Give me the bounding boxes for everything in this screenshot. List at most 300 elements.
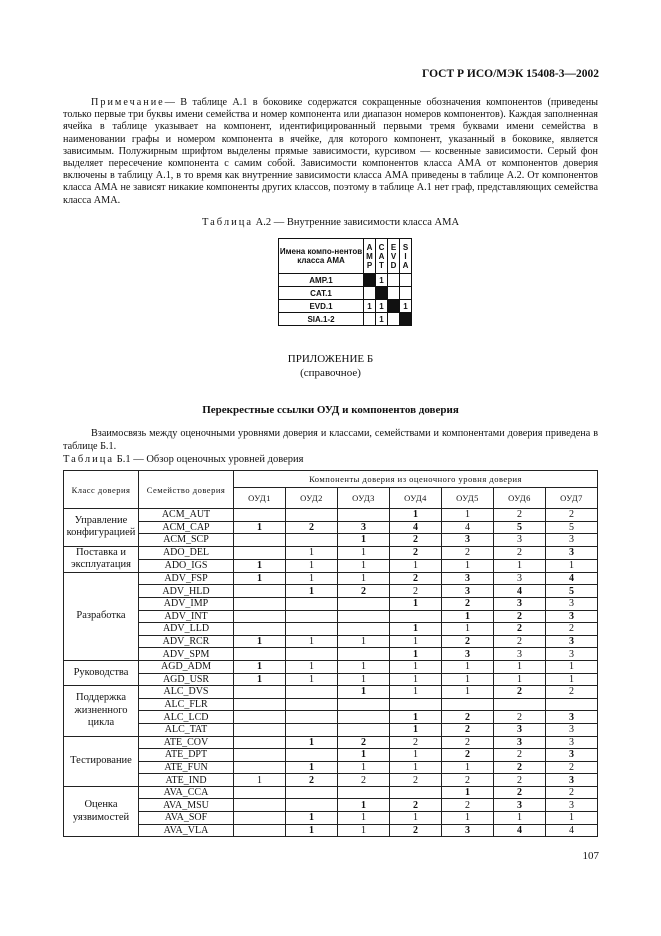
note-label: Примечание — [91, 97, 165, 108]
table-b1-value-cell: 2 — [390, 799, 442, 812]
table-b1-header-components: Компоненты доверия из оценочного уровня доверия — [234, 471, 598, 488]
table-b1-value-cell — [286, 711, 338, 724]
appendix-heading — [0, 352, 661, 380]
table-b1-value-cell: 1 — [338, 799, 390, 812]
table-b1-value-cell — [234, 698, 286, 711]
table-a2-cell — [364, 287, 376, 300]
table-a2-row-name: AMP.1 — [279, 274, 364, 287]
table-b1-value-cell — [338, 509, 390, 522]
table-row — [64, 736, 598, 749]
table-row — [64, 546, 598, 559]
table-b1-value-cell: 1 — [442, 812, 494, 825]
table-b1-family-cell: AVA_CCA — [139, 786, 234, 799]
table-b1-value-cell: 3 — [546, 723, 598, 736]
table-a2-cell — [388, 274, 400, 287]
table-b1-value-cell — [546, 698, 598, 711]
table-b1-class-cell: Поддержка жизненного цикла — [64, 686, 139, 736]
table-b1-value-cell: 1 — [338, 812, 390, 825]
table-row — [64, 686, 598, 699]
table-a2-self-cell — [388, 300, 400, 313]
table-a2-row — [279, 274, 412, 287]
table-b1 — [63, 470, 598, 837]
table-b1-family-cell: ADV_SPM — [139, 648, 234, 661]
table-b1-value-cell — [286, 749, 338, 762]
table-b1-value-cell: 2 — [390, 585, 442, 598]
table-b1-value-cell: 2 — [338, 736, 390, 749]
table-b1-value-cell: 1 — [442, 786, 494, 799]
table-b1-value-cell: 2 — [494, 610, 546, 623]
table-b1-value-cell: 1 — [546, 673, 598, 686]
table-b1-value-cell: 1 — [390, 597, 442, 610]
table-b1-value-cell: 1 — [338, 559, 390, 572]
table-b1-value-cell: 1 — [494, 660, 546, 673]
table-b1-value-cell — [390, 698, 442, 711]
table-b1-level-header: ОУД5 — [442, 488, 494, 509]
table-b1-value-cell: 2 — [442, 749, 494, 762]
table-b1-value-cell: 3 — [494, 648, 546, 661]
table-b1-value-cell: 2 — [390, 534, 442, 547]
table-row — [64, 799, 598, 812]
table-b1-value-cell: 3 — [442, 585, 494, 598]
table-a2-cell: 1 — [376, 274, 388, 287]
table-b1-value-cell — [442, 698, 494, 711]
table-row — [64, 774, 598, 787]
note-paragraph — [63, 97, 598, 207]
table-b1-caption — [63, 454, 304, 465]
table-b1-value-cell: 1 — [390, 559, 442, 572]
table-a2-caption — [0, 217, 661, 228]
table-b1-value-cell: 1 — [390, 749, 442, 762]
table-b1-header-class: Класс доверия — [64, 471, 139, 509]
page-header: ГОСТ Р ИСО/МЭК 15408-3—2002 — [422, 68, 599, 80]
table-row — [64, 812, 598, 825]
table-b1-value-cell: 3 — [546, 597, 598, 610]
table-a2 — [278, 238, 412, 326]
table-a2-header-row — [279, 239, 412, 274]
table-b1-value-cell — [234, 761, 286, 774]
table-b1-family-cell: ALC_TAT — [139, 723, 234, 736]
table-row — [64, 521, 598, 534]
table-a2-col-header: S I A — [400, 239, 412, 274]
table-b1-value-cell: 3 — [546, 610, 598, 623]
table-a2-row — [279, 287, 412, 300]
table-b1-value-cell: 1 — [442, 610, 494, 623]
table-b1-value-cell: 2 — [390, 736, 442, 749]
table-b1-value-cell: 2 — [494, 711, 546, 724]
table-b1-family-cell: ADV_RCR — [139, 635, 234, 648]
table-b1-value-cell: 1 — [234, 572, 286, 585]
table-b1-family-cell: ADV_FSP — [139, 572, 234, 585]
table-b1-value-cell: 1 — [286, 660, 338, 673]
table-a2-row-name: CAT.1 — [279, 287, 364, 300]
table-b1-value-cell: 2 — [494, 546, 546, 559]
table-row — [64, 660, 598, 673]
table-b1-value-cell: 1 — [234, 521, 286, 534]
table-b1-value-cell: 1 — [546, 559, 598, 572]
table-b1-value-cell: 1 — [442, 686, 494, 699]
table-a2-col-header: А М Р — [364, 239, 376, 274]
note-text: — В таблице А.1 в боковике содержатся сокращенные обозначения компонентов (приведены только первые три буквы имени семейства и номер компонента или диапазон номеров компонентов). Каждая заполненная ячейка в таблице указывает на компонент, идентифицированный первыми тремя буквами имени семейства в наименовании графы и номером компонента в ячейке, для которого компонент, указанный в боковике, является зависимым. Полужирным шрифтом выделены прямые зависимости, курсивом — косвенные зависимости. Серый фон выделяет пересечение компонента с самим собой. Зависимости компонентов класса АМА от компонентов доверия включены в таблицу А.1, в то время как внутренние зависимости класса АМА приведены в таблице А.2. От компонентов класса АМА не зависят никакие компоненты других классов, поэтому в таблице А.1 нет граф, представляющих семейства класса АМА. — [63, 97, 598, 206]
table-b1-value-cell: 3 — [546, 546, 598, 559]
table-a2-col-header: Е V D — [388, 239, 400, 274]
table-b1-value-cell: 1 — [338, 686, 390, 699]
table-b1-value-cell — [234, 723, 286, 736]
table-b1-level-header: ОУД3 — [338, 488, 390, 509]
table-b1-header-family: Семейство доверия — [139, 471, 234, 509]
table-b1-value-cell — [234, 546, 286, 559]
table-b1-value-cell: 1 — [234, 660, 286, 673]
table-row — [64, 610, 598, 623]
table-b1-value-cell: 1 — [338, 635, 390, 648]
table-b1-value-cell — [234, 585, 286, 598]
table-a2-row-header: Имена компо-нентов класса АМА — [279, 239, 364, 274]
table-b1-value-cell — [494, 698, 546, 711]
table-b1-value-cell — [286, 509, 338, 522]
table-b1-level-header: ОУД6 — [494, 488, 546, 509]
table-b1-value-cell: 1 — [286, 635, 338, 648]
table-a2-row-name: SIA.1-2 — [279, 313, 364, 326]
table-b1-class-cell: Поставка и эксплуатация — [64, 546, 139, 572]
table-b1-value-cell: 2 — [546, 786, 598, 799]
table-row — [64, 572, 598, 585]
table-b1-value-cell — [234, 799, 286, 812]
table-b1-caption-text: Б.1 — Обзор оценочных уровней доверия — [116, 454, 304, 465]
table-b1-family-cell: ACM_AUT — [139, 509, 234, 522]
table-b1-value-cell — [338, 597, 390, 610]
table-b1-value-cell: 1 — [390, 623, 442, 636]
table-b1-value-cell: 2 — [442, 736, 494, 749]
table-a2-cell: 1 — [364, 300, 376, 313]
table-b1-caption-label: Таблица — [63, 454, 115, 465]
table-b1-value-cell: 2 — [442, 711, 494, 724]
table-b1-family-cell: ALC_DVS — [139, 686, 234, 699]
table-b1-family-cell: ACM_CAP — [139, 521, 234, 534]
table-b1-value-cell: 1 — [442, 660, 494, 673]
table-b1-value-cell — [286, 786, 338, 799]
table-a2-cell — [400, 274, 412, 287]
table-b1-family-cell: ADV_INT — [139, 610, 234, 623]
table-b1-value-cell: 4 — [546, 824, 598, 837]
table-b1-value-cell — [234, 736, 286, 749]
table-row — [64, 698, 598, 711]
table-row — [64, 749, 598, 762]
table-b1-value-cell: 2 — [286, 774, 338, 787]
table-b1-value-cell: 2 — [494, 635, 546, 648]
table-b1-value-cell — [286, 597, 338, 610]
table-row — [64, 673, 598, 686]
table-b1-value-cell: 1 — [338, 824, 390, 837]
table-b1-family-cell: ALC_FLR — [139, 698, 234, 711]
table-b1-value-cell — [286, 686, 338, 699]
table-b1-value-cell: 1 — [390, 648, 442, 661]
table-b1-value-cell: 5 — [546, 521, 598, 534]
table-row — [64, 711, 598, 724]
table-b1-value-cell: 3 — [546, 799, 598, 812]
table-b1-value-cell: 2 — [338, 774, 390, 787]
table-b1-value-cell — [234, 534, 286, 547]
table-a2-self-cell — [376, 287, 388, 300]
table-row — [64, 648, 598, 661]
table-a2-cell: 1 — [376, 313, 388, 326]
table-row — [64, 534, 598, 547]
table-b1-value-cell — [286, 799, 338, 812]
table-b1-class-cell: Разработка — [64, 572, 139, 660]
table-a2-col-header: С А Т — [376, 239, 388, 274]
table-b1-value-cell: 2 — [442, 799, 494, 812]
table-b1-value-cell: 1 — [546, 812, 598, 825]
table-b1-value-cell: 2 — [390, 774, 442, 787]
table-row — [64, 585, 598, 598]
table-a2-cell — [388, 287, 400, 300]
table-row — [64, 761, 598, 774]
table-b1-value-cell — [234, 749, 286, 762]
table-b1-value-cell: 3 — [546, 534, 598, 547]
section-title: Перекрестные ссылки ОУД и компонентов доверия — [202, 404, 459, 416]
table-a2-row — [279, 300, 412, 313]
table-row — [64, 786, 598, 799]
table-b1-value-cell — [338, 698, 390, 711]
table-b1-value-cell: 3 — [546, 774, 598, 787]
table-b1-value-cell — [338, 723, 390, 736]
table-b1-class-cell: Оценка уязвимостей — [64, 786, 139, 836]
table-b1-value-cell: 2 — [494, 761, 546, 774]
table-b1-header-row — [64, 471, 598, 488]
table-b1-value-cell: 2 — [442, 597, 494, 610]
table-b1-value-cell — [390, 786, 442, 799]
table-a2-cell: 1 — [376, 300, 388, 313]
table-b1-family-cell: ADV_LLD — [139, 623, 234, 636]
table-b1-value-cell: 1 — [442, 509, 494, 522]
table-b1-value-cell — [234, 812, 286, 825]
table-b1-level-header: ОУД2 — [286, 488, 338, 509]
table-b1-value-cell: 1 — [286, 585, 338, 598]
table-b1-value-cell — [338, 623, 390, 636]
table-b1-value-cell — [234, 786, 286, 799]
table-b1-value-cell: 4 — [494, 824, 546, 837]
table-b1-family-cell: ATE_IND — [139, 774, 234, 787]
table-b1-value-cell: 1 — [442, 559, 494, 572]
table-b1-value-cell — [286, 723, 338, 736]
table-b1-value-cell — [286, 610, 338, 623]
table-b1-value-cell — [390, 610, 442, 623]
table-b1-value-cell: 2 — [442, 723, 494, 736]
table-b1-value-cell: 1 — [234, 774, 286, 787]
table-b1-value-cell: 5 — [546, 585, 598, 598]
table-b1-value-cell: 1 — [546, 660, 598, 673]
table-b1-value-cell: 3 — [494, 736, 546, 749]
table-b1-value-cell: 3 — [494, 572, 546, 585]
table-a2-self-cell — [364, 274, 376, 287]
table-b1-value-cell: 1 — [390, 711, 442, 724]
table-b1-value-cell: 1 — [390, 509, 442, 522]
table-b1-value-cell: 3 — [442, 534, 494, 547]
table-b1-value-cell: 1 — [390, 660, 442, 673]
table-row — [64, 824, 598, 837]
table-b1-value-cell: 2 — [338, 585, 390, 598]
table-b1-value-cell: 2 — [442, 635, 494, 648]
table-b1-value-cell — [234, 623, 286, 636]
table-b1-value-cell: 3 — [546, 736, 598, 749]
table-b1-value-cell: 2 — [546, 509, 598, 522]
table-b1-value-cell: 2 — [286, 521, 338, 534]
table-b1-value-cell: 2 — [390, 824, 442, 837]
table-b1-value-cell: 2 — [442, 546, 494, 559]
table-b1-family-cell: ADV_IMP — [139, 597, 234, 610]
table-b1-family-cell: ADV_HLD — [139, 585, 234, 598]
table-b1-value-cell: 4 — [442, 521, 494, 534]
table-b1-value-cell: 1 — [286, 824, 338, 837]
table-a2-row — [279, 313, 412, 326]
table-row — [64, 623, 598, 636]
intro-text: Взаимосвязь между оценочными уровнями доверия и классами, семействами и компонентами доверия приведена в таблице Б.1. — [63, 428, 598, 452]
table-b1-value-cell: 4 — [494, 585, 546, 598]
page-number: 107 — [582, 850, 599, 862]
table-b1-value-cell: 1 — [286, 546, 338, 559]
appendix-title: ПРИЛОЖЕНИЕ Б — [287, 353, 374, 365]
appendix-subtitle: (справочное) — [300, 367, 361, 379]
table-b1-family-cell: ATE_FUN — [139, 761, 234, 774]
table-b1-value-cell: 3 — [546, 711, 598, 724]
table-b1-value-cell: 1 — [338, 761, 390, 774]
table-b1-value-cell: 2 — [494, 686, 546, 699]
table-b1-family-cell: ADO_DEL — [139, 546, 234, 559]
table-b1-value-cell: 2 — [442, 774, 494, 787]
table-b1-value-cell: 1 — [390, 761, 442, 774]
table-b1-value-cell: 2 — [390, 572, 442, 585]
table-b1-value-cell: 1 — [286, 559, 338, 572]
table-b1-value-cell — [286, 648, 338, 661]
table-b1-family-cell: AVA_SOF — [139, 812, 234, 825]
table-a2-cell — [388, 313, 400, 326]
table-b1-value-cell — [234, 824, 286, 837]
table-b1-value-cell: 1 — [390, 723, 442, 736]
table-b1-family-cell: AVA_VLA — [139, 824, 234, 837]
table-b1-family-cell: ACM_SCP — [139, 534, 234, 547]
table-b1-value-cell: 1 — [390, 635, 442, 648]
table-b1-value-cell — [234, 509, 286, 522]
table-b1-value-cell: 2 — [546, 686, 598, 699]
table-b1-class-cell: Руководства — [64, 660, 139, 685]
table-b1-family-cell: ATE_DPT — [139, 749, 234, 762]
table-a2-row-name: EVD.1 — [279, 300, 364, 313]
table-b1-value-cell: 3 — [442, 824, 494, 837]
table-b1-value-cell: 1 — [338, 572, 390, 585]
table-b1-value-cell: 3 — [546, 648, 598, 661]
table-b1-value-cell: 2 — [390, 546, 442, 559]
table-row — [64, 723, 598, 736]
table-a2-cell: 1 — [400, 300, 412, 313]
table-b1-value-cell: 1 — [494, 673, 546, 686]
table-a2-self-cell — [400, 313, 412, 326]
table-b1-value-cell: 4 — [546, 572, 598, 585]
table-b1-value-cell — [234, 610, 286, 623]
table-b1-value-cell: 1 — [234, 559, 286, 572]
table-b1-value-cell — [234, 597, 286, 610]
table-b1-value-cell: 1 — [390, 673, 442, 686]
table-row — [64, 559, 598, 572]
table-b1-family-cell: AGD_ADM — [139, 660, 234, 673]
table-a2-cell — [400, 287, 412, 300]
table-b1-value-cell: 1 — [390, 686, 442, 699]
table-b1-value-cell: 3 — [338, 521, 390, 534]
table-b1-value-cell: 3 — [546, 749, 598, 762]
table-b1-value-cell: 2 — [494, 623, 546, 636]
table-b1-value-cell: 1 — [286, 736, 338, 749]
table-b1-value-cell: 1 — [390, 812, 442, 825]
table-b1-value-cell: 3 — [442, 648, 494, 661]
table-b1-value-cell: 2 — [494, 749, 546, 762]
table-b1-value-cell: 1 — [338, 660, 390, 673]
table-b1-value-cell: 1 — [494, 812, 546, 825]
table-row — [64, 509, 598, 522]
table-b1-value-cell: 1 — [338, 534, 390, 547]
table-a2-cell — [364, 313, 376, 326]
table-b1-value-cell: 3 — [494, 799, 546, 812]
table-b1-value-cell — [338, 711, 390, 724]
table-b1-family-cell: ADO_IGS — [139, 559, 234, 572]
table-b1-value-cell: 3 — [546, 635, 598, 648]
table-b1-value-cell — [286, 534, 338, 547]
table-b1-value-cell — [234, 686, 286, 699]
table-b1-value-cell: 5 — [494, 521, 546, 534]
table-b1-family-cell: ALC_LCD — [139, 711, 234, 724]
table-b1-value-cell: 2 — [494, 786, 546, 799]
table-b1-value-cell: 1 — [494, 559, 546, 572]
table-b1-value-cell: 1 — [442, 673, 494, 686]
intro-paragraph — [63, 428, 598, 453]
table-b1-value-cell: 2 — [546, 623, 598, 636]
table-b1-value-cell: 3 — [494, 534, 546, 547]
table-b1-family-cell: ATE_COV — [139, 736, 234, 749]
table-b1-class-cell: Тестирование — [64, 736, 139, 786]
table-b1-value-cell: 1 — [442, 623, 494, 636]
table-b1-value-cell — [338, 610, 390, 623]
table-b1-level-header: ОУД4 — [390, 488, 442, 509]
table-b1-value-cell: 3 — [442, 572, 494, 585]
table-b1-value-cell: 1 — [286, 572, 338, 585]
table-b1-value-cell: 1 — [338, 546, 390, 559]
table-row — [64, 597, 598, 610]
table-b1-value-cell: 1 — [338, 673, 390, 686]
table-b1-value-cell — [234, 648, 286, 661]
table-b1-value-cell: 1 — [234, 673, 286, 686]
table-b1-level-header: ОУД1 — [234, 488, 286, 509]
table-b1-value-cell — [286, 698, 338, 711]
table-b1-value-cell: 1 — [234, 635, 286, 648]
table-b1-value-cell: 3 — [494, 597, 546, 610]
table-b1-value-cell — [338, 648, 390, 661]
table-b1-value-cell: 3 — [494, 723, 546, 736]
table-b1-value-cell: 1 — [338, 749, 390, 762]
table-a2-caption-text: А.2 — Внутренние зависимости класса АМА — [255, 217, 460, 228]
table-b1-value-cell: 1 — [442, 761, 494, 774]
table-b1-value-cell — [286, 623, 338, 636]
table-b1-value-cell: 2 — [494, 774, 546, 787]
table-b1-value-cell: 1 — [286, 761, 338, 774]
table-b1-value-cell: 1 — [286, 812, 338, 825]
table-row — [64, 635, 598, 648]
table-b1-level-header: ОУД7 — [546, 488, 598, 509]
table-b1-value-cell — [234, 711, 286, 724]
table-b1-class-cell: Управление конфигурацией — [64, 509, 139, 547]
table-b1-value-cell — [338, 786, 390, 799]
table-b1-value-cell: 2 — [494, 509, 546, 522]
table-b1-family-cell: AVA_MSU — [139, 799, 234, 812]
table-b1-value-cell: 2 — [546, 761, 598, 774]
table-b1-value-cell: 4 — [390, 521, 442, 534]
table-b1-family-cell: AGD_USR — [139, 673, 234, 686]
table-b1-value-cell: 1 — [286, 673, 338, 686]
